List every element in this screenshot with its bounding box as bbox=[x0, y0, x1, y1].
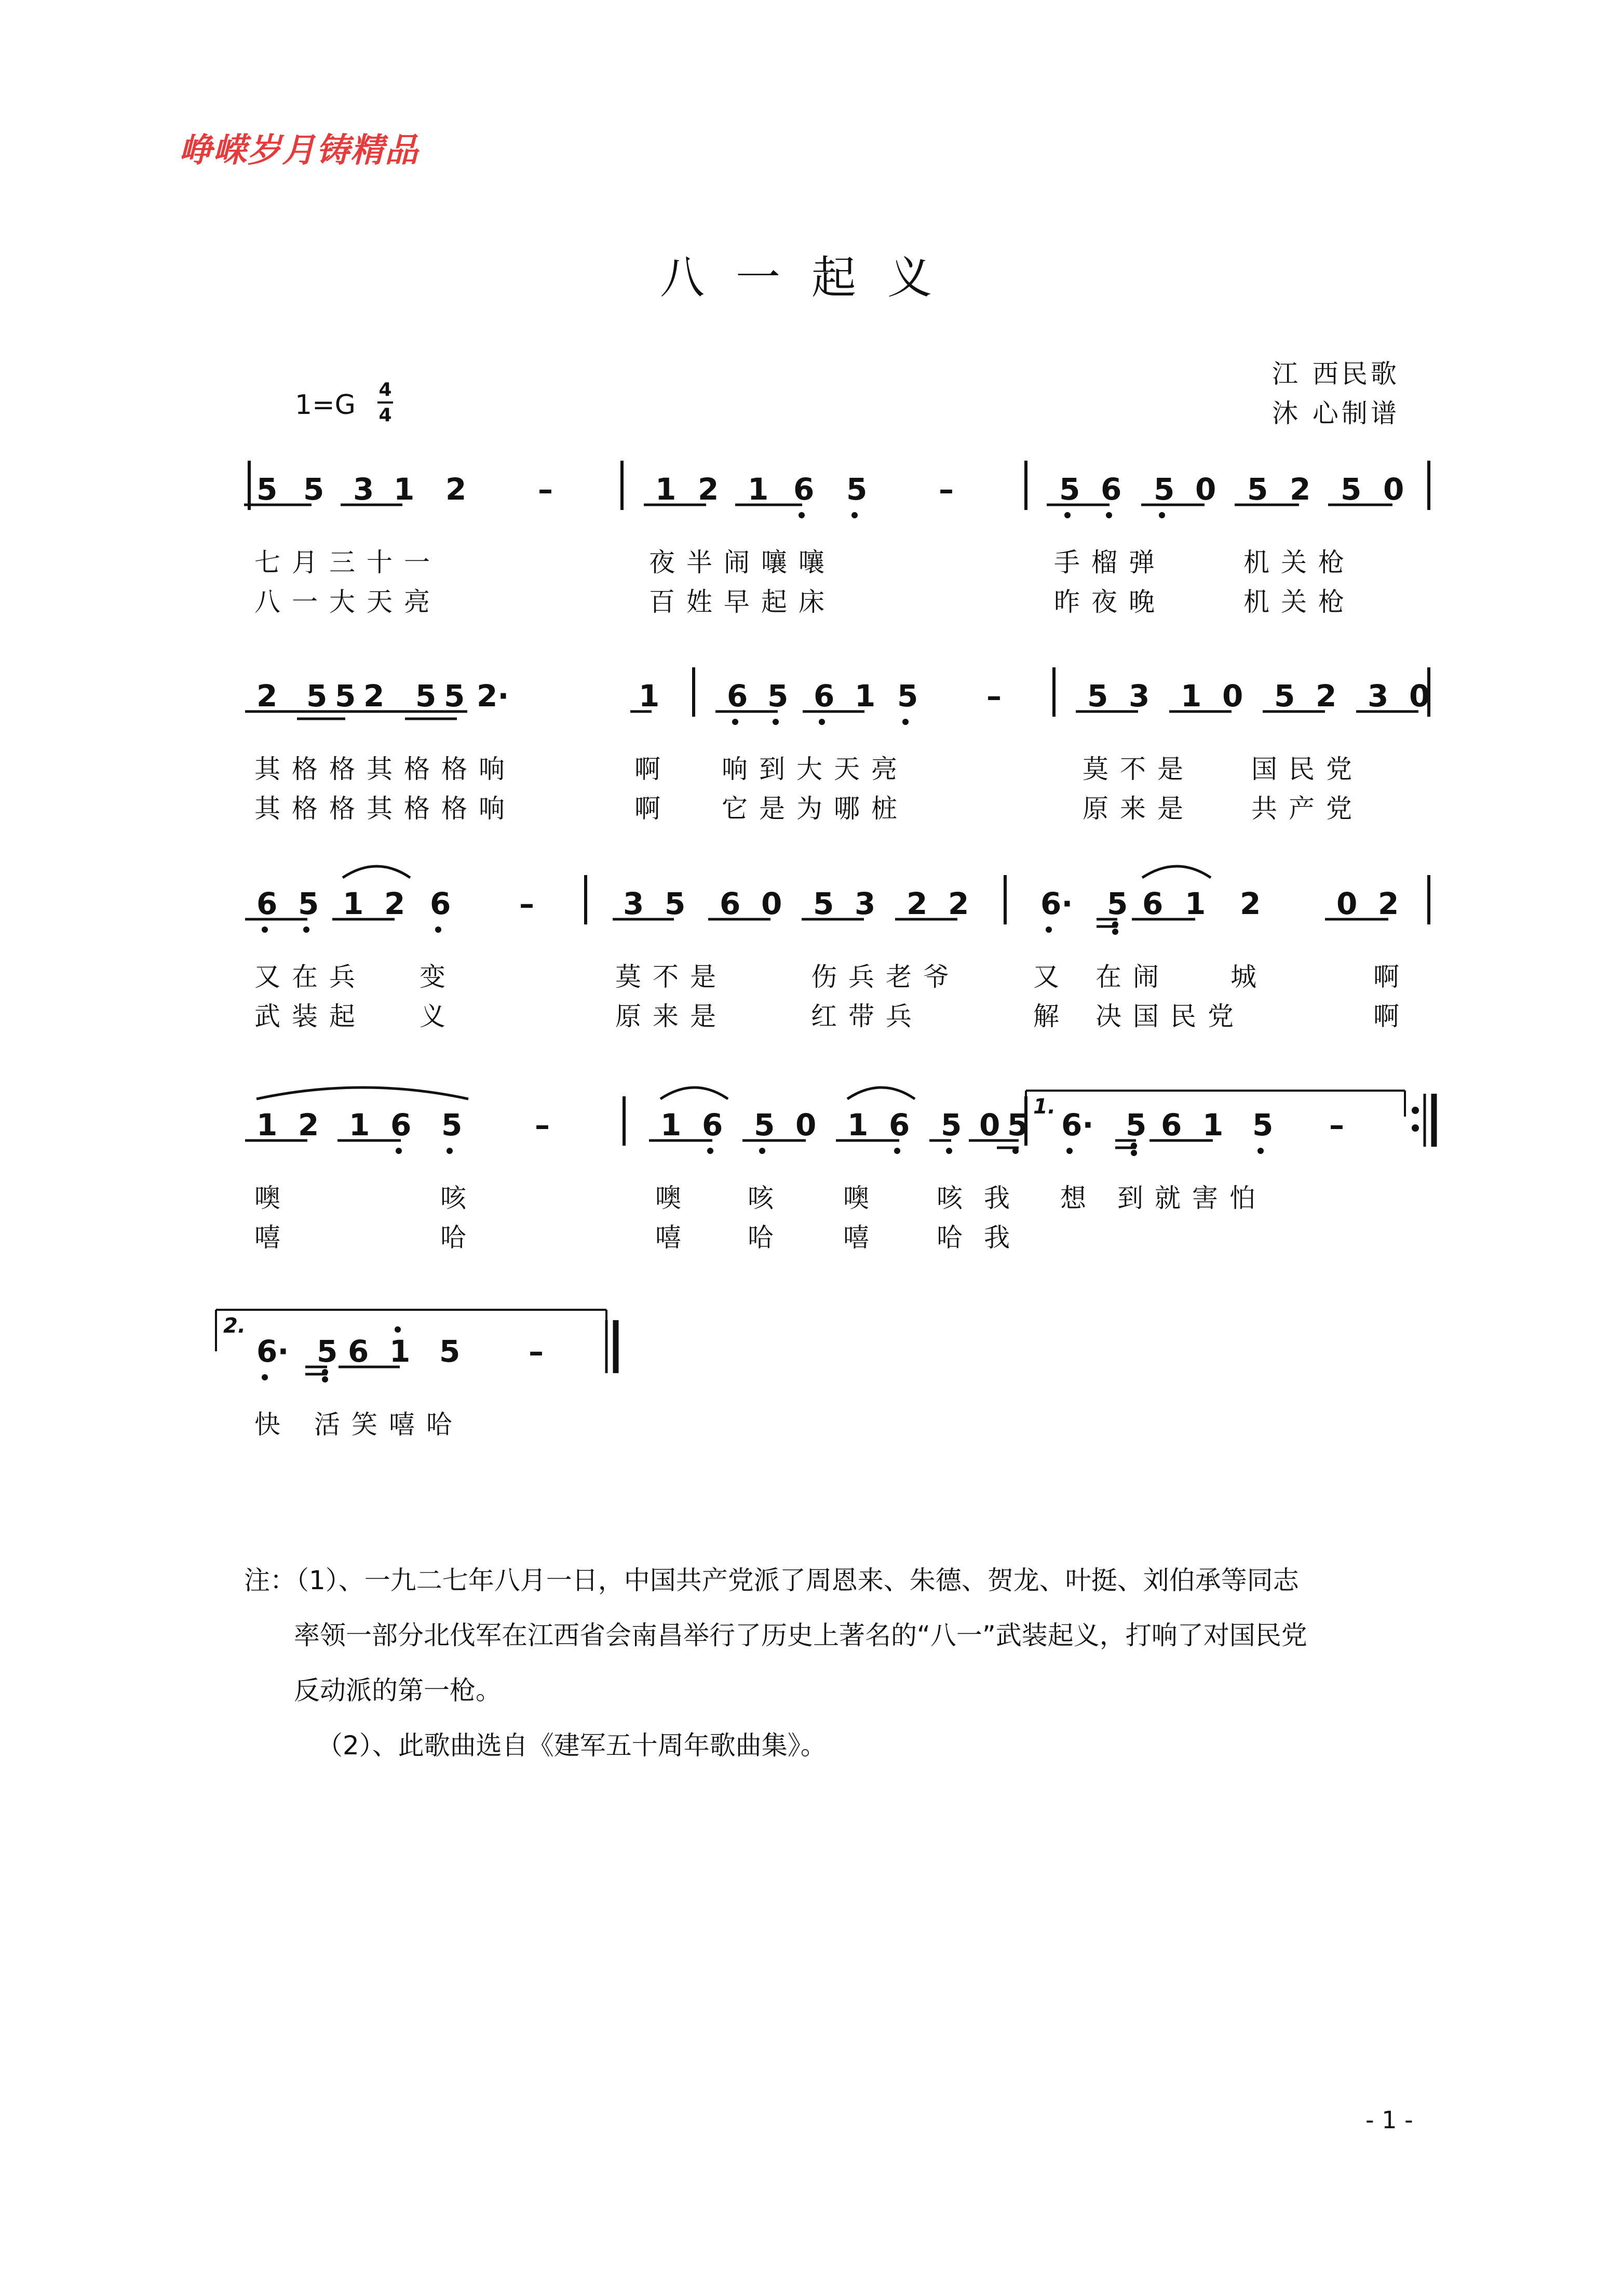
note: 5 bbox=[1252, 1107, 1274, 1143]
slur-arc bbox=[660, 1087, 728, 1099]
note: – bbox=[535, 1107, 550, 1143]
note: 6 bbox=[348, 1334, 369, 1369]
footnotes bbox=[244, 1553, 1307, 1773]
note: 1 bbox=[389, 1334, 411, 1369]
lyric-syllable: 手榴弹 bbox=[1054, 547, 1166, 578]
note: 5 bbox=[256, 472, 278, 507]
note: 0 bbox=[1383, 472, 1404, 507]
lyric-syllable: 伤兵老爷 bbox=[811, 962, 961, 992]
lyric-syllable: 哈 bbox=[748, 1223, 785, 1253]
lyric-syllable: 咳 bbox=[748, 1183, 785, 1213]
note: 5 bbox=[897, 678, 918, 714]
note: 1 bbox=[349, 1107, 370, 1143]
time-signature-top: 4 bbox=[378, 379, 392, 400]
note: 1 bbox=[660, 1107, 682, 1143]
lyric-syllable: 啊 bbox=[1373, 962, 1411, 992]
note: 6 bbox=[1142, 886, 1164, 921]
note: 2 bbox=[384, 886, 405, 921]
note: 1 bbox=[855, 678, 876, 714]
note: 6· bbox=[1040, 886, 1073, 921]
note: 5 bbox=[298, 886, 319, 921]
note: 3 bbox=[623, 886, 644, 921]
note: 6 bbox=[1161, 1107, 1182, 1143]
attribution-origin: 江 西民歌 bbox=[1272, 359, 1400, 389]
note: 5 bbox=[941, 1107, 962, 1143]
lyric-syllable: 噢 bbox=[655, 1183, 693, 1213]
lyric-syllable: 莫不是 bbox=[615, 962, 727, 992]
note: 1 bbox=[1185, 886, 1206, 921]
note: 2 bbox=[698, 472, 719, 507]
note: 2· bbox=[477, 678, 509, 714]
note: 0 bbox=[1195, 472, 1216, 507]
note: 5 bbox=[1154, 472, 1175, 507]
song-title: 八一起义 bbox=[660, 252, 963, 304]
note: 5 bbox=[441, 1107, 463, 1143]
slur-arc bbox=[343, 866, 410, 878]
note: 5 bbox=[335, 678, 356, 714]
note: 2 bbox=[907, 886, 928, 921]
note: 2 bbox=[445, 472, 467, 507]
repeat-dot bbox=[1412, 1107, 1419, 1114]
lyric-syllable: 它是为哪桩 bbox=[722, 794, 909, 824]
note: 2 bbox=[1378, 886, 1399, 921]
octave-dot-low bbox=[1131, 1150, 1137, 1156]
slur-arc bbox=[1142, 866, 1211, 878]
note: 5 bbox=[754, 1107, 775, 1143]
lyric-syllable: 噢 bbox=[254, 1183, 292, 1213]
note: – bbox=[1329, 1107, 1344, 1143]
lyric-syllable: 咳 bbox=[440, 1183, 478, 1213]
octave-dot-low bbox=[759, 1148, 765, 1154]
note: 2 bbox=[256, 678, 278, 714]
lyric-syllable: 哈 bbox=[440, 1223, 478, 1253]
note: 5 bbox=[1059, 472, 1080, 507]
octave-dot-low bbox=[1106, 512, 1112, 518]
slur-arc bbox=[256, 1087, 468, 1099]
octave-dot-low bbox=[851, 512, 858, 518]
lyric-syllable: 其格格其格格响 bbox=[254, 754, 516, 784]
note: 6 bbox=[727, 678, 748, 714]
volta-label: 2. bbox=[223, 1314, 246, 1338]
lyric-syllable: 我 bbox=[984, 1223, 1021, 1253]
octave-dot-high bbox=[395, 1326, 401, 1333]
note: 0 bbox=[795, 1107, 817, 1143]
octave-dot-low bbox=[773, 719, 779, 725]
note: 1 bbox=[1202, 1107, 1224, 1143]
lyric-syllable: 原来是 bbox=[1083, 794, 1195, 824]
note: 6 bbox=[889, 1107, 910, 1143]
note: 5 bbox=[1087, 678, 1108, 714]
note: – bbox=[939, 472, 954, 507]
octave-dot-low bbox=[732, 719, 738, 725]
octave-dot-low bbox=[262, 1374, 268, 1380]
octave-dot-low bbox=[819, 719, 825, 725]
octave-dot-low bbox=[396, 1148, 402, 1154]
lyric-syllable: 八一大天亮 bbox=[254, 587, 441, 617]
lyric-syllable: 国民党 bbox=[1251, 754, 1363, 784]
note: 5 bbox=[1341, 472, 1362, 507]
lyric-syllable: 嘻 bbox=[843, 1223, 881, 1253]
note: 5 bbox=[1247, 472, 1268, 507]
note: 1 bbox=[1181, 678, 1202, 714]
note: 5 bbox=[846, 472, 868, 507]
note: 0 bbox=[761, 886, 782, 921]
lyric-syllable: 我 bbox=[984, 1183, 1021, 1213]
lyric-syllable: 啊 bbox=[1373, 1001, 1411, 1031]
lyric-syllable: 夜半闹嚷嚷 bbox=[649, 547, 836, 578]
note: 6 bbox=[702, 1107, 723, 1143]
key-signature: 1=G bbox=[295, 390, 356, 421]
lyric-syllable: 武装起 bbox=[254, 1001, 367, 1031]
lyric-syllable: 义 bbox=[420, 1001, 457, 1031]
lyric-syllable: 哈 bbox=[937, 1223, 974, 1253]
octave-dot-low bbox=[707, 1148, 713, 1154]
octave-dot-low bbox=[1046, 927, 1052, 933]
note: 2 bbox=[298, 1107, 319, 1143]
note: 5 bbox=[415, 678, 437, 714]
footnote-line-3: 反动派的第一枪。 bbox=[294, 1675, 502, 1706]
note: 3 bbox=[353, 472, 374, 507]
note: 6· bbox=[256, 1334, 289, 1369]
lyric-syllable: 其格格其格格响 bbox=[254, 794, 516, 824]
note: 5 bbox=[303, 472, 324, 507]
repeat-dot bbox=[1412, 1124, 1419, 1132]
note: 2 bbox=[1316, 678, 1337, 714]
octave-dot-low bbox=[1064, 512, 1071, 518]
lyric-syllable: 嘻 bbox=[254, 1223, 292, 1253]
note: – bbox=[538, 472, 553, 507]
volta-label: 1. bbox=[1033, 1095, 1056, 1119]
note: 0 bbox=[1409, 678, 1430, 714]
lyric-syllable: 机关枪 bbox=[1243, 547, 1356, 578]
lyric-syllable: 啊 bbox=[634, 754, 672, 784]
note: 5 bbox=[317, 1334, 338, 1369]
lyric-syllable: 城 bbox=[1230, 962, 1268, 992]
note: 5 bbox=[306, 678, 328, 714]
lyric-syllable: 到就害怕 bbox=[1117, 1183, 1267, 1213]
note: 1 bbox=[655, 472, 677, 507]
octave-dot-low bbox=[447, 1148, 453, 1154]
note: 5 bbox=[1007, 1107, 1029, 1143]
lyric-syllable: 想 bbox=[1060, 1183, 1098, 1213]
lyric-syllable: 七月三十一 bbox=[254, 547, 441, 578]
note: 1 bbox=[639, 678, 660, 714]
lyric-syllable: 共产党 bbox=[1251, 794, 1363, 824]
octave-dot-low bbox=[799, 512, 805, 518]
lyric-syllable: 解 bbox=[1033, 1001, 1071, 1031]
lyric-syllable: 咳 bbox=[937, 1183, 974, 1213]
octave-dot-low bbox=[322, 1376, 328, 1382]
note: 3 bbox=[1129, 678, 1150, 714]
note: – bbox=[986, 678, 1002, 714]
octave-dot-low bbox=[435, 927, 441, 933]
note: 6 bbox=[256, 886, 278, 921]
watermark-logo: 峥嵘岁月铸精品 bbox=[179, 131, 419, 170]
lyric-syllable: 机关枪 bbox=[1243, 587, 1356, 617]
note: 0 bbox=[979, 1107, 1000, 1143]
lyric-syllable: 原来是 bbox=[615, 1001, 727, 1031]
note: 6 bbox=[390, 1107, 412, 1143]
note: 1 bbox=[256, 1107, 278, 1143]
note: 5 bbox=[444, 678, 465, 714]
octave-dot-low bbox=[1257, 1148, 1264, 1154]
octave-dot-low bbox=[1159, 512, 1165, 518]
note: 6 bbox=[814, 678, 835, 714]
lyric-syllable: 又在兵 bbox=[254, 962, 367, 992]
page-number: - 1 - bbox=[1365, 2106, 1413, 2134]
note: 2 bbox=[1240, 886, 1261, 921]
note: 5 bbox=[439, 1334, 461, 1369]
octave-dot-low bbox=[1066, 1148, 1073, 1154]
octave-dot-low bbox=[946, 1148, 952, 1154]
lyric-syllable: 噢 bbox=[843, 1183, 881, 1213]
attribution-arranger: 沐 心制谱 bbox=[1272, 398, 1400, 428]
note: 3 bbox=[1368, 678, 1389, 714]
lyric-syllable: 百姓早起床 bbox=[649, 587, 836, 617]
lyric-syllable: 又 bbox=[1033, 962, 1071, 992]
note: 1 bbox=[343, 886, 364, 921]
note: – bbox=[529, 1334, 544, 1369]
note: 5 bbox=[1126, 1107, 1147, 1143]
slur-arc bbox=[847, 1087, 915, 1099]
lyric-syllable: 在闹 bbox=[1095, 962, 1170, 992]
note: 5 bbox=[1107, 886, 1128, 921]
lyric-syllable: 嘻 bbox=[655, 1223, 693, 1253]
note: 6 bbox=[720, 886, 741, 921]
octave-dot-low bbox=[894, 1148, 900, 1154]
note: 5 bbox=[1274, 678, 1295, 714]
note: 2 bbox=[363, 678, 385, 714]
lyric-syllable: 莫不是 bbox=[1083, 754, 1195, 784]
note: 5 bbox=[665, 886, 686, 921]
time-signature-bottom: 4 bbox=[378, 405, 392, 426]
note: 0 bbox=[1336, 886, 1358, 921]
note: 0 bbox=[1222, 678, 1243, 714]
note: 1 bbox=[748, 472, 769, 507]
note: 5 bbox=[813, 886, 834, 921]
footnote-line-2: 率领一部分北伐军在江西省会南昌举行了历史上著名的“八一”武装起义，打响了对国民党 bbox=[294, 1620, 1307, 1650]
lyric-syllable: 活笑嘻哈 bbox=[314, 1409, 464, 1440]
lyric-syllable: 快 bbox=[254, 1409, 292, 1440]
lyric-syllable: 啊 bbox=[634, 794, 672, 824]
octave-dot-low bbox=[1112, 929, 1118, 935]
octave-dot-low bbox=[262, 927, 268, 933]
note: 6 bbox=[793, 472, 815, 507]
note: 6 bbox=[1101, 472, 1122, 507]
note: 2 bbox=[948, 886, 969, 921]
octave-dot-low bbox=[303, 927, 309, 933]
note: – bbox=[519, 886, 534, 921]
lyric-syllable: 变 bbox=[420, 962, 457, 992]
footnote-line-4: （2）、此歌曲选自《建军五十周年歌曲集》。 bbox=[317, 1730, 827, 1761]
note: 1 bbox=[394, 472, 415, 507]
note: 3 bbox=[855, 886, 876, 921]
footnote-line-1: 注：（1）、一九二七年八月一日，中国共产党派了周恩来、朱德、贺龙、叶挺、刘伯承等同志 bbox=[244, 1565, 1299, 1595]
note: 2 bbox=[1290, 472, 1311, 507]
lyric-syllable: 红带兵 bbox=[811, 1001, 923, 1031]
note: 6· bbox=[1061, 1107, 1094, 1143]
octave-dot-low bbox=[902, 719, 909, 725]
lyric-syllable: 决国民党 bbox=[1095, 1001, 1245, 1031]
lyric-syllable: 响到大天亮 bbox=[722, 754, 909, 784]
note: 6 bbox=[430, 886, 451, 921]
note: 5 bbox=[767, 678, 789, 714]
note: 1 bbox=[847, 1107, 869, 1143]
lyric-syllable: 昨夜晚 bbox=[1054, 587, 1166, 617]
